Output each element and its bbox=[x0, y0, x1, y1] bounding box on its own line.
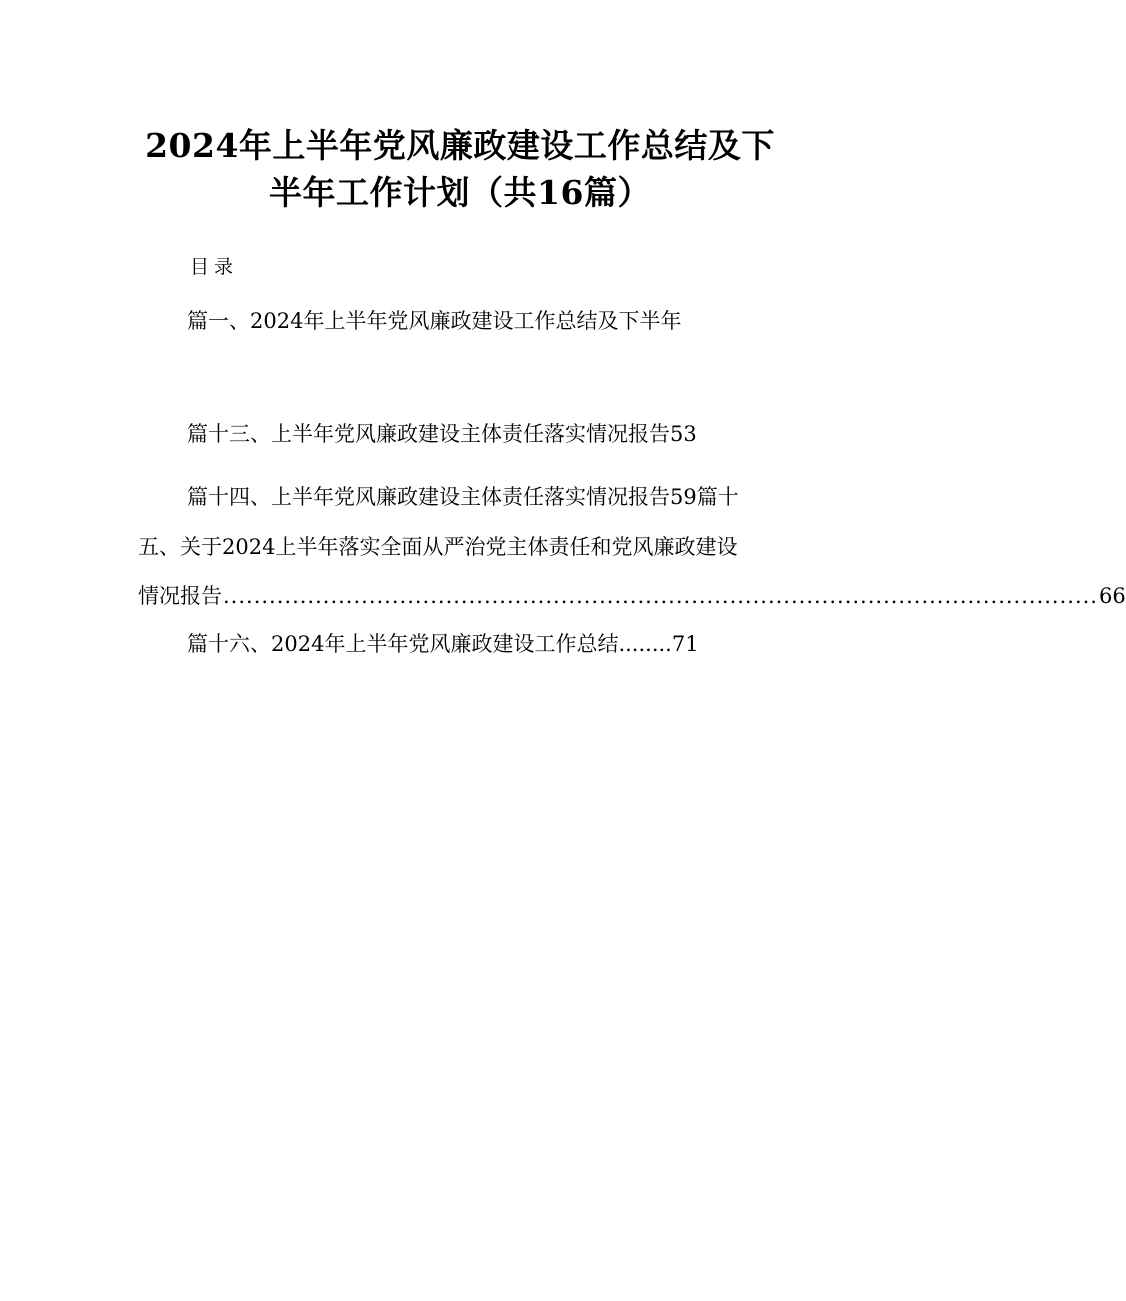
toc-entry-14-line-3 bbox=[138, 582, 1126, 610]
toc-entry-14-line-2: 五、关于2024上半年落实全面从严治党主体责任和党风廉政建设 bbox=[138, 535, 738, 559]
toc-entry-14-line-3-text: 情况报告 bbox=[138, 584, 222, 608]
toc-entry-13: 篇十三、上半年党风廉政建设主体责任落实情况报告53 bbox=[187, 422, 697, 446]
document-title-line-1: 2024年上半年党风廉政建设工作总结及下 bbox=[145, 126, 775, 165]
toc-heading: 目录 bbox=[190, 256, 239, 278]
dot-leader: .................................................................................................................. bbox=[223, 584, 1098, 608]
toc-entry-16: 篇十六、2024年上半年党风廉政建设工作总结........71 bbox=[187, 632, 699, 656]
toc-entry-14-line-1: 篇十四、上半年党风廉政建设主体责任落实情况报告59篇十 bbox=[187, 485, 739, 509]
toc-entry-1: 篇一、2024年上半年党风廉政建设工作总结及下半年 bbox=[187, 309, 682, 333]
toc-entry-14-page-number: 66 bbox=[1098, 584, 1126, 608]
document-title-line-2: 半年工作计划（共16篇） bbox=[269, 173, 651, 212]
